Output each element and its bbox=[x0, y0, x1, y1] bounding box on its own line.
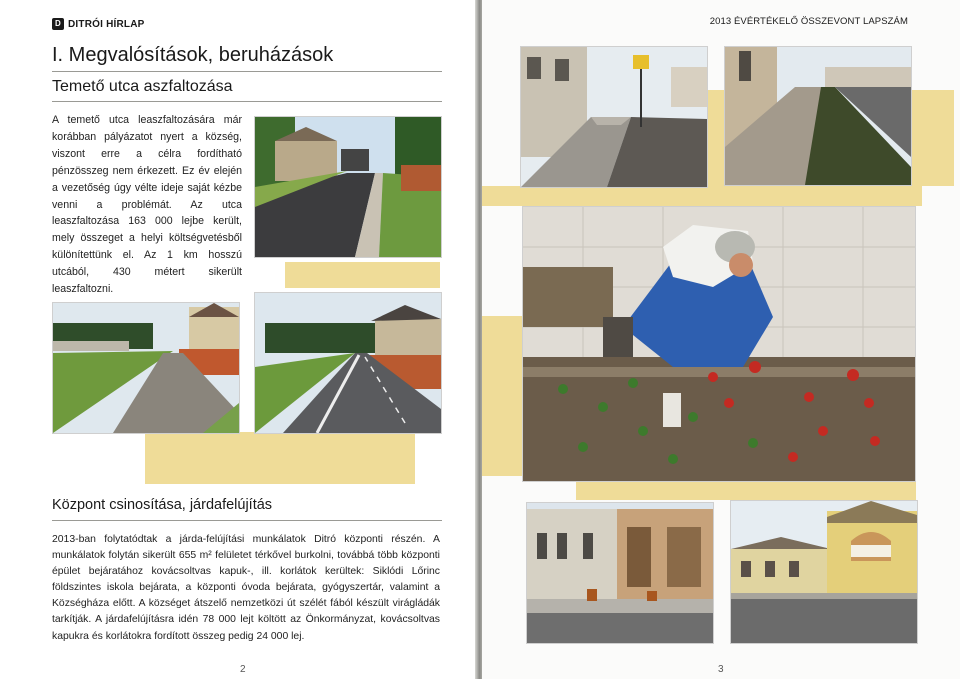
photo-paved-sidewalk bbox=[724, 46, 912, 186]
left-page bbox=[0, 0, 478, 679]
publication-name: DITRÓI HÍRLAP bbox=[68, 18, 145, 30]
title-divider bbox=[52, 71, 442, 72]
publication-logo-icon: D bbox=[52, 18, 64, 30]
page-number-right: 3 bbox=[718, 664, 724, 675]
photo-town-center bbox=[526, 502, 714, 644]
accent-band bbox=[145, 432, 415, 484]
photo-village-sidewalk bbox=[520, 46, 708, 188]
article-paragraph-2: 2013-ban folytatódtak a járda-felújítási munkálatok Ditró központi részén. A munkálatok folytán sikerült 655 m² felületet térkővel burkolni, továbbá több központi épület bejáratához kovácsoltvas kapuk-, ill. korlátok kerültek: Siklódi Lőrinc földszintes iskola bejárata, a központi óvoda bejárata, gyógyszertár, valamint a Községháza előtt. A községet átszelő nemzetközi út szélét fából készült virágládák tarkítják. A járdafelújításra idén 78 000 lejt költött az Önkormányzat, kovácsoltvas kapukra és korlátokra fordított összeg pedig 24 000 lej. bbox=[52, 534, 440, 642]
publication-header bbox=[52, 18, 145, 30]
article-subtitle: Temető utca aszfaltozása bbox=[52, 78, 233, 95]
photo-paved-street bbox=[254, 116, 442, 258]
photo-worker-planting bbox=[522, 206, 916, 482]
page-number-left: 2 bbox=[240, 664, 246, 675]
accent-band bbox=[482, 316, 522, 476]
accent-band bbox=[285, 262, 440, 288]
subtitle-divider bbox=[52, 101, 442, 102]
section-title: I. Megvalósítások, beruházások bbox=[52, 44, 334, 66]
section-title-2: Központ csinosítása, járdafelújítás bbox=[52, 497, 273, 513]
section2-divider bbox=[52, 520, 442, 521]
accent-band bbox=[482, 186, 922, 206]
right-page bbox=[482, 0, 960, 679]
photo-gravel-road bbox=[52, 302, 240, 434]
photo-asphalt-road bbox=[254, 292, 442, 434]
photo-town-hall bbox=[730, 500, 918, 644]
edition-header: 2013 ÉVÉRTÉKELŐ ÖSSZEVONT LAPSZÁM bbox=[709, 16, 908, 27]
article-paragraph: A temető utca leaszfaltozására már korábban pályázatot nyert a község, viszont erre a célra fordítható pénzösszeg nem érkezett. Ez év elején a vezetőség úgy vélte ideje saját kézbe venni a problémát. Az utca leaszfaltozása 163 000 lejbe került, mely összeget a helyi költségvetésből különítettünk el. Az 1 km hosszú utcából, 430 métert sikerült leaszfaltozni. bbox=[52, 114, 242, 296]
accent-band bbox=[576, 480, 916, 500]
